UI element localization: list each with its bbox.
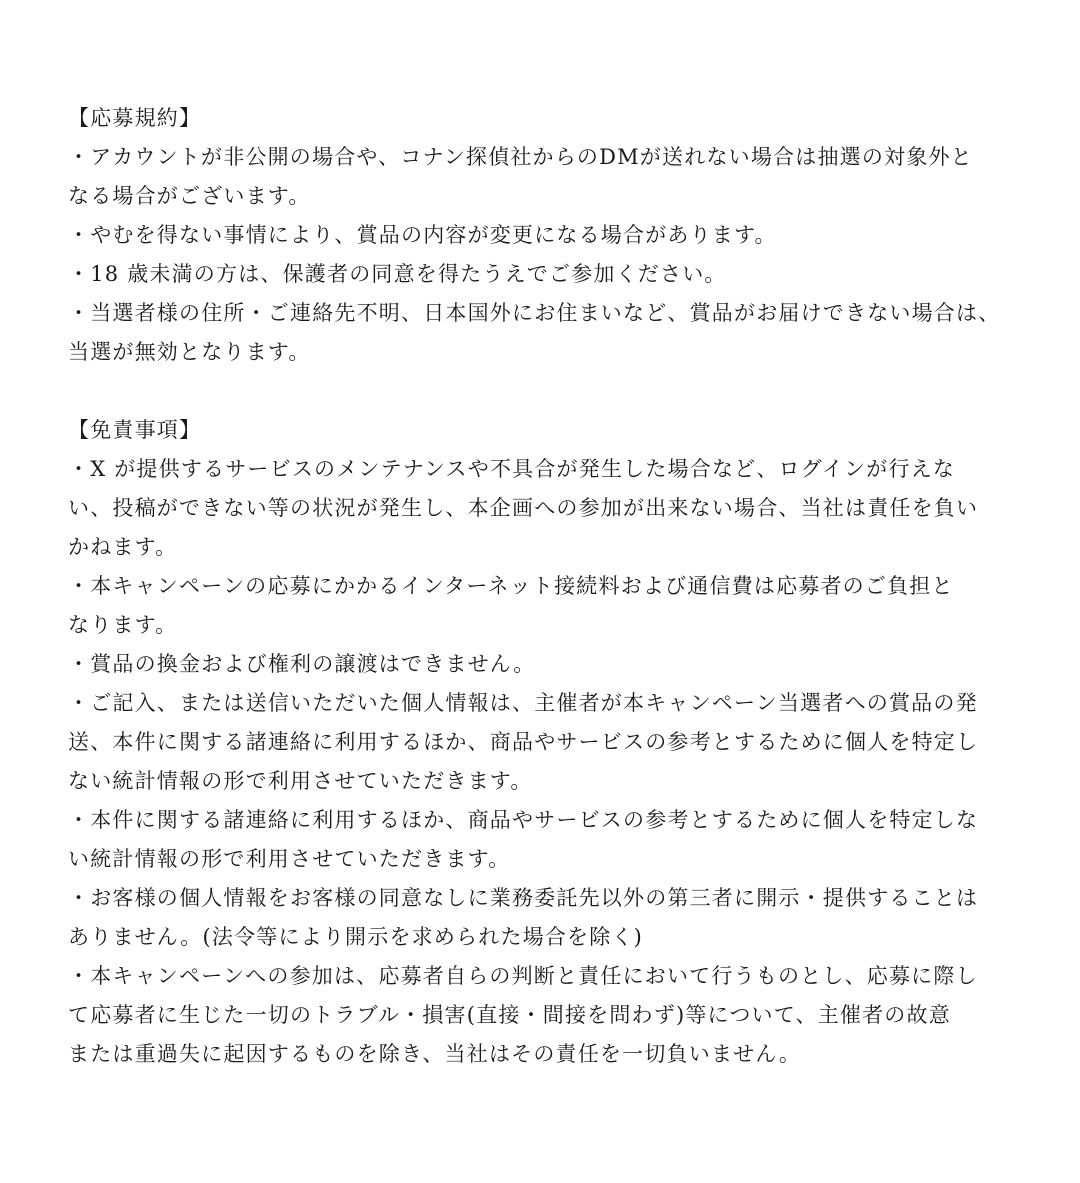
text-line: ない統計情報の形で利用させていただきます。 bbox=[68, 769, 533, 793]
text-line: い、投稿ができない等の状況が発生し、本企画への参加が出来ない場合、当社は責任を負い bbox=[68, 496, 979, 520]
text-line: 当選が無効となります。 bbox=[68, 340, 311, 364]
text-line: ・18 歳未満の方は、保護者の同意を得たうえでご参加ください。 bbox=[68, 262, 727, 286]
text-line: かねます。 bbox=[68, 535, 178, 559]
text-line: ありません。(法令等により開示を求められた場合を除く) bbox=[68, 925, 644, 949]
text-line: または重過失に起因するものを除き、当社はその責任を一切負いません。 bbox=[68, 1042, 802, 1066]
text-line: ・賞品の換金および権利の譲渡はできません。 bbox=[68, 652, 536, 676]
entry-rules-section bbox=[68, 99, 1012, 372]
text-line: なる場合がございます。 bbox=[68, 184, 311, 208]
disclaimer-section bbox=[68, 411, 1012, 1074]
section-heading: 【応募規約】 bbox=[68, 106, 202, 130]
text-line: ・本キャンペーンの応募にかかるインターネット接続料および通信費は応募者のご負担と bbox=[68, 574, 954, 598]
text-line: ・本キャンペーンへの参加は、応募者自らの判断と責任において行うものとし、応募に際し bbox=[68, 964, 978, 988]
text-line: ・X が提供するサービスのメンテナンスや不具合が発生した場合など、ログインが行えな bbox=[68, 457, 956, 481]
text-line: ・ご記入、または送信いただいた個人情報は、主催者が本キャンペーン当選者への賞品の発 bbox=[68, 691, 978, 715]
text-line: て応募者に生じた一切のトラブル・損害(直接・間接を問わず)等について、主催者の故意 bbox=[68, 1003, 951, 1027]
text-line: ・アカウントが非公開の場合や、コナン探偵社からのDMが送れない場合は抽選の対象外と bbox=[68, 145, 973, 169]
text-line: ・本件に関する諸連絡に利用するほか、商品やサービスの参考とするために個人を特定しな bbox=[68, 808, 979, 832]
text-line: ・当選者様の住所・ご連絡先不明、日本国外にお住まいなど、賞品がお届けできない場合は、 bbox=[68, 301, 1001, 325]
text-line: ・やむを得ない事情により、賞品の内容が変更になる場合があります。 bbox=[68, 223, 777, 247]
text-line: ・お客様の個人情報をお客様の同意なしに業務委託先以外の第三者に開示・提供することは bbox=[68, 886, 979, 910]
text-line: なります。 bbox=[68, 613, 178, 637]
text-line: 送、本件に関する諸連絡に利用するほか、商品やサービスの参考とするために個人を特定し bbox=[68, 730, 979, 754]
terms-document bbox=[68, 99, 1012, 1074]
text-line: い統計情報の形で利用させていただきます。 bbox=[68, 847, 511, 871]
section-heading: 【免責事項】 bbox=[68, 418, 202, 442]
